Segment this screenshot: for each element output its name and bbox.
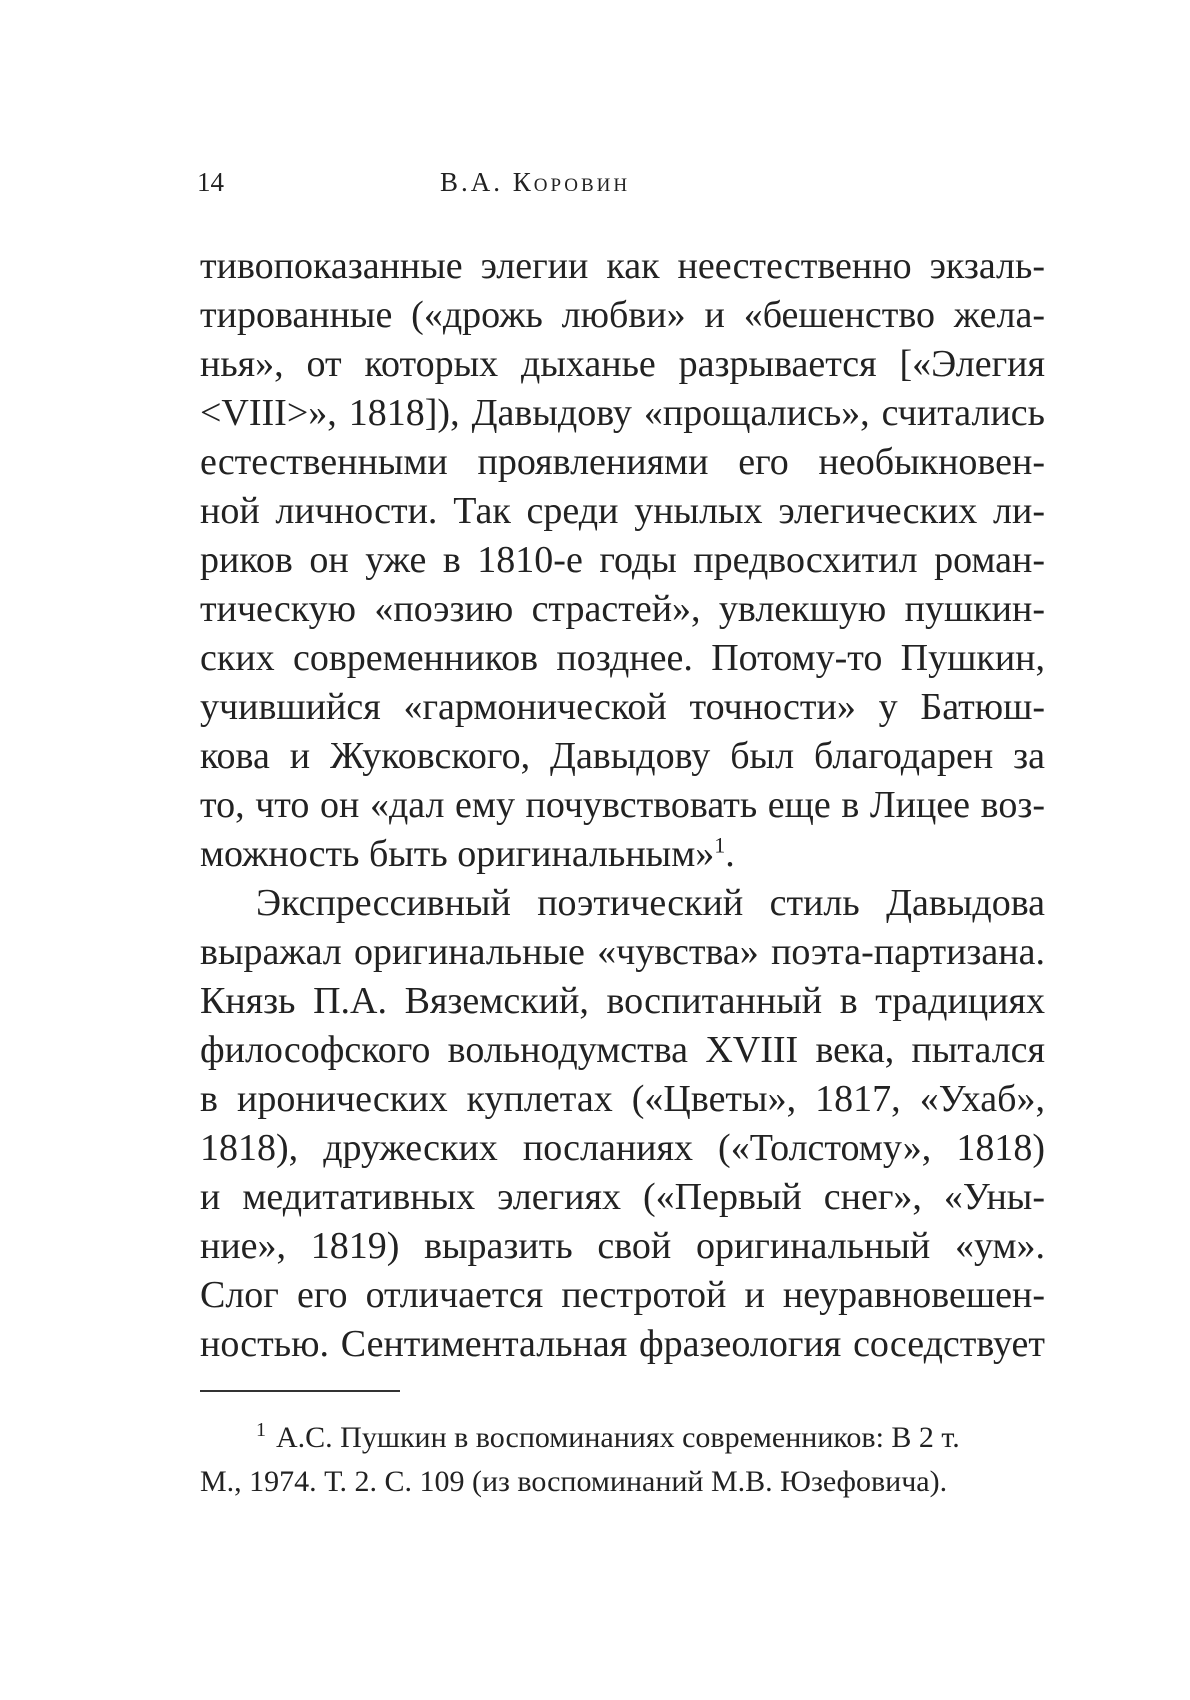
text-line: кова и Жуковского, Давыдову был благодарен за: [200, 735, 1045, 777]
text-line: учившийся «гармонической точности» у Батюш-: [200, 686, 1045, 728]
text-line: философского вольнодумства XVIII века, пытался: [200, 1029, 1045, 1071]
page-number: 14: [197, 167, 224, 197]
footnote-marker: 1: [256, 1419, 266, 1441]
text-line: 1818), дружеских посланиях («Толстому», 1818): [200, 1127, 1045, 1169]
footnote-text: А.С. Пушкин в воспоминаниях современников: В 2 т.: [276, 1421, 960, 1454]
body-text: [200, 242, 1045, 1369]
sentence-end: .: [725, 833, 735, 875]
text-line: ских современников позднее. Потому-то Пушкин,: [200, 637, 1045, 679]
footnote-reference[interactable]: 1: [714, 832, 726, 858]
text-line: тическую «поэзию страстей», увлекшую пушкин-: [200, 588, 1045, 630]
text-line: в иронических куплетах («Цветы», 1817, «Ухаб»,: [200, 1078, 1045, 1120]
text-line: Князь П.А. Вяземский, воспитанный в традициях: [200, 980, 1045, 1022]
text-line: ние», 1819) выразить свой оригинальный «ум».: [200, 1225, 1045, 1267]
text-line: то, что он «дал ему почувствовать еще в Лицее воз-: [200, 784, 1045, 826]
text-line: ностью. Сентиментальная фразеология соседствует: [200, 1323, 1045, 1365]
text-line-last: [200, 830, 1045, 879]
text-line: ной личности. Так среди унылых элегических ли-: [200, 490, 1045, 532]
text-line: тированные («дрожь любви» и «бешенство жела-: [200, 294, 1045, 336]
text-line: естественными проявлениями его необыкновен-: [200, 441, 1045, 483]
text-line: тивопоказанные элегии как неестественно экзаль-: [200, 245, 1045, 287]
text-line-content: можность быть оригинальным»: [200, 833, 715, 875]
text-line-indent: Экспрессивный поэтический стиль Давыдова: [256, 882, 1045, 924]
text-line: выражал оригинальные «чувства» поэта-партизана.: [200, 931, 1045, 973]
text-line: Слог его отличается пестротой и неуравновешен-: [200, 1274, 1045, 1316]
text-line: <VIII>», 1818]), Давыдову «прощались», считались: [200, 392, 1045, 434]
text-line: и медитативных элегиях («Первый снег», «Уны-: [200, 1176, 1045, 1218]
text-line: нья», от которых дыханье разрывается [«Элегия: [200, 343, 1045, 385]
text-line: риков он уже в 1810-е годы предвосхитил роман-: [200, 539, 1045, 581]
footnote-line: М., 1974. Т. 2. С. 109 (из воспоминаний М.В. Юзефовича).: [200, 1465, 948, 1498]
running-header: В.А. Коровин: [440, 167, 631, 197]
footnote-line: [200, 1416, 1045, 1460]
footnote-divider: [200, 1390, 400, 1392]
footnotes: [200, 1416, 1045, 1504]
